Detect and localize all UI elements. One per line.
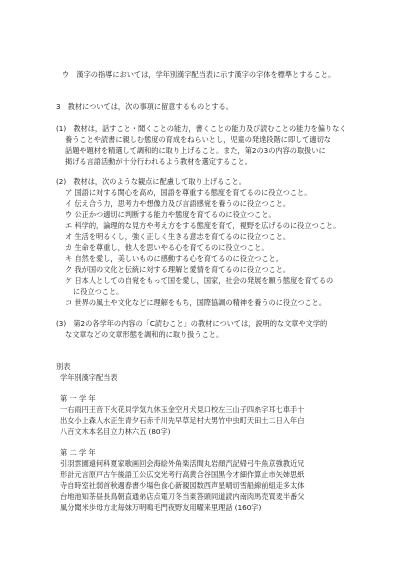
list-item: ウ 公正かつ適切に判断する能力や態度を育てるのに役立つこと。	[65, 210, 276, 219]
list-item: ク 我が国の文化と伝統に対する理解と愛情を育てるのに役立つこと。	[65, 265, 291, 274]
list-item: カ 生命を尊重し，他人を思いやる心を育てるのに役立つこと。	[65, 243, 269, 252]
list-item: オ 生活を明るくし，強く正しく生きる意志を育てるのに役立つこと。	[65, 232, 291, 241]
section-3-heading: 3 教材については，次の事項に留意するものとする。	[56, 102, 233, 111]
paragraph-line: な文章などの文章形態を調和的に取り扱うこと。	[65, 330, 224, 339]
paragraph-line: (1) 教材は，話すこと・聞くことの能力，書くことの能力及び読むことの能力を偏りなく	[56, 124, 347, 133]
list-item: エ 科学的，論理的な見方や考え方をする態度を育て，視野を広げるのに役立つこと。	[65, 221, 341, 230]
grade-1-heading: 第 一 学 年	[60, 394, 96, 403]
intro-line: ウ 漢字の指導においては，学年別漢字配当表に示す漢字の字体を標準とすること。	[62, 70, 336, 79]
appendix-label: 別表	[56, 362, 71, 371]
kanji-line: 台地池知茶昼長鳥朝直通弟店点電刀冬当東答頭同道読内南肉馬売買麦半番父	[60, 492, 305, 501]
kanji-line: 一右雨円王音下火花貝学気九休玉金空月犬見口校左三山子四糸字耳七車手十	[60, 405, 305, 414]
kanji-line: 寺自時室社弱首秋週春書少場色食心新親図数西声星晴切雪船線前組走多太体	[60, 481, 305, 490]
paragraph-line: (2) 教材は，次のような観点に配慮して取り上げること。	[56, 177, 246, 186]
kanji-line: 風分聞米歩母方北毎妹万明鳴毛門夜野友用曜来里理話 (160字)	[60, 503, 262, 512]
list-item: コ 世界の風土や文化などに理解をもち，国際協調の精神を養うのに役立つこと。	[65, 298, 327, 307]
list-item: キ 自然を愛し，美しいものに感動する心を育てるのに役立つこと。	[65, 254, 283, 263]
grade-2-heading: 第 二 学 年	[60, 448, 96, 457]
paragraph-line: (3) 第2の各学年の内容の「C読むこと」の教材については，説明的な文章や文学的	[56, 319, 328, 328]
paragraph-line: 養うことや読書に親しむ態度の育成をねらいとし，児童の発達段階に即して適切な	[65, 135, 331, 144]
list-item: に役立つこと。	[73, 287, 124, 296]
kanji-line: 八百文木本名目立力林六五 (80字)	[60, 427, 171, 436]
paragraph-line: 話題や題材を精選して調和的に取り上げること。また，第2の3の内容の取扱いに	[65, 146, 326, 155]
kanji-line: 出女小上森人水正生青夕石赤千川先早草足村大男竹中虫町天田土二日入年白	[60, 416, 305, 425]
kanji-line: 形計元言原戸古午後語工公広交光考行高黄合谷国黒今才細作算止市矢姉思紙	[60, 470, 305, 479]
list-item: ケ 日本人としての自覚をもって国を愛し，国家，社会の発展を願う態度を育てるの	[65, 276, 334, 285]
kanji-line: 引羽雲園遠何科夏家歌画回会海絵外角楽活間丸岩顔汽記帰弓牛魚京強教近兄	[60, 459, 305, 468]
paragraph-line: 掲げる言語活動が十分行われるよう教材を選定すること。	[65, 157, 252, 166]
list-item: イ 伝え合う力，思考力や想像力及び言語感覚を養うのに役立つこと。	[65, 199, 291, 208]
appendix-title: 学年別漢字配当表	[60, 373, 118, 382]
list-item: ア 国語に対する関心を高め，国語を尊重する態度を育てるのに役立つこと。	[65, 188, 312, 197]
